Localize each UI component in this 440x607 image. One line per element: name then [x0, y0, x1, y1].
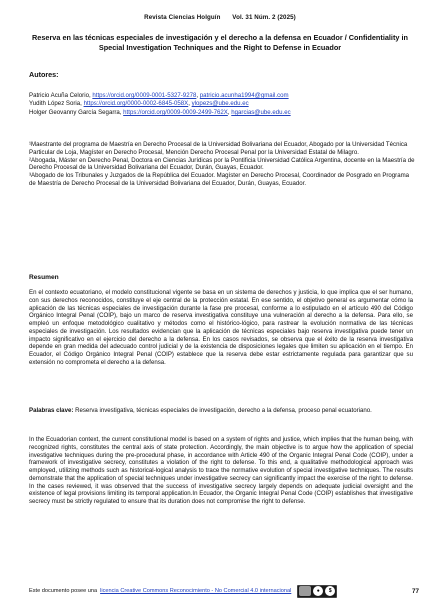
license-link[interactable]: licencia Creative Commons Reconocimiento - No Comercial 4.0 internacional [100, 588, 292, 594]
keywords-label: Palabras clave: [29, 407, 74, 414]
journal-name: Revista Ciencias Holguín [144, 14, 221, 21]
abstract-spanish: En el contexto ecuatoriano, el modelo constitucional vigente se basa en un sistema de derechos y justicia, lo que implica que el ser humano, con sus derechos reconocidos, constituye el eje central de la protección estatal. En ese sentido, el objetivo general es argumentar cómo la aplicación de las técnicas especiales de investigación durante la fase pre procesal, conforme a lo estipulado en el artículo 490 del Código Orgánico Integral Penal (COIP), bajo un marco de reserva investigativa constituye una vulneración al derecho a la defensa. Para ello, se empleó un enfoque metodológico cualitativo y métodos como el histórico-lógico, para rastrear la evolución normativa de las técnicas especiales de investigación. Los resultados evidencian que la aplicación de técnicas especiales bajo reserva investigativa puede tener un impacto significativo en el ejercicio del derecho a la defensa. En los casos revisados, se observa que el éxito de la reserva investigativa depende en gran medida del adecuado control judicial y de la existencia de disposiciones legales que limiten su aplicación en el tiempo. En Ecuador, el Código Orgánico Integral Penal (COIP) establece que la reserva debe estar estrictamente regulada para garantizar que su extensión no comprometa el derecho a la defensa. [29, 289, 413, 366]
affiliation-3: ³Abogado de los Tribunales y Juzgados de la República del Ecuador. Magíster en Derecho Procesal, Coordinador de Posgrado en Programa de Maestría de Derecho Procesal de la Universidad Bolivariana del Ecuador, Durán, Guayas, Ecuador. [29, 172, 410, 187]
author-line: Yudith López Soria, https://orcid.org/0000-0002-6845-058X, ylopezs@ube.edu.ec [29, 100, 249, 108]
keywords-text: Reserva investigativa, técnicas especiales de investigación, derecho a la defensa, proceso penal ecuatoriano. [75, 407, 372, 414]
keywords [29, 407, 413, 415]
author-line: Holger Geovanny García Segarra, https://orcid.org/0009-0009-2499-762X, hgarcias@ube.edu.ec [29, 108, 291, 116]
non-commercial-icon: $ [325, 586, 335, 596]
author-name: Holger Geovanny García Segarra, [29, 108, 122, 116]
volume-issue: Vol. 31 Núm. 2 (2025) [232, 14, 296, 21]
orcid-link[interactable]: https://orcid.org/0009-0009-2499-762X [123, 108, 228, 116]
license-intro: Este documento posee una [29, 588, 98, 594]
affiliation-1: ¹Maestrante del programa de Maestría en Derecho Procesal de la Universidad Bolivariana del Ecuador, Abogado por la Universidad Técnica Particular de Loja, Magíster en Derecho Procesal, Mención Derecho Procesal Penal por la Universidad Estatal de Milagro. [29, 141, 408, 156]
author-name: Yudith López Soria, [29, 100, 82, 108]
article-title: Reserva en las técnicas especiales de investigación y el derecho a la defensa en Ecuador / Confidentiality in Special Investigation Techniques and the Right to Defense in Ecuador [32, 33, 408, 52]
authors-heading: Autores: [29, 70, 59, 79]
author-line: Patricio Acuña Celorio, https://orcid.org/0009-0001-5327-9278, patricio.acunha1994@gmail.com [29, 92, 289, 99]
running-header [0, 14, 440, 21]
page-footer [29, 584, 419, 598]
abstract-english: In the Ecuadorian context, the current constitutional model is based on a system of rights and justice, which implies that the human being, with recognized rights, constitutes the central axis of state protection. Accordingly, the main objective is to argue how the application of special investigative techniques during the pre-procedural phase, in accordance with Article 490 of the Organic Integral Penal Code (COIP), under a framework of investigative secrecy, constitutes a violation of the right to defense. To this end, a qualitative methodological approach was employed, utilizing methods such as historical-logical analysis to trace the normative evolution of special investigative techniques. The results demonstrate that the application of special techniques under investigative secrecy can significantly impact the exercise of the right to defense. In the cases reviewed, it was observed that the success of investigative secrecy largely depends on adequate judicial oversight and the existence of legal provisions limiting its temporal application.In Ecuador, the Organic Integral Penal Code (COIP) establishes that investigative secrecy must be strictly regulated to ensure that its duration does not compromise the right to defense. [29, 436, 413, 505]
orcid-link[interactable]: https://orcid.org/0009-0001-5327-9278 [92, 92, 197, 99]
affiliation-2: ²Abogada, Máster en Derecho Penal, Doctora en Ciencias Jurídicas por la Pontificia Universidad Católica Argentina, docente en la Maestría de Derecho Procesal de la Universidad Bolivariana del Ecuador, Durán, Guayas, Ecuador. [29, 156, 415, 172]
author-name: Patricio Acuña Celorio, [29, 92, 91, 99]
resumen-heading: Resumen [29, 274, 59, 281]
email-link[interactable]: patricio.acunha1994@gmail.com [199, 92, 289, 99]
email-link[interactable]: hgarcias@ube.edu.ec [231, 108, 291, 116]
affiliations [29, 141, 415, 188]
cc-logo-icon [299, 586, 311, 596]
author-list [29, 92, 419, 117]
by-attribution-icon: ● [313, 586, 323, 596]
orcid-link[interactable]: https://orcid.org/0000-0002-6845-058X [83, 100, 189, 108]
email-link[interactable]: ylopezs@ube.edu.ec [191, 100, 249, 108]
creative-commons-badge-icon [297, 585, 337, 598]
page-number: 77 [411, 587, 419, 595]
